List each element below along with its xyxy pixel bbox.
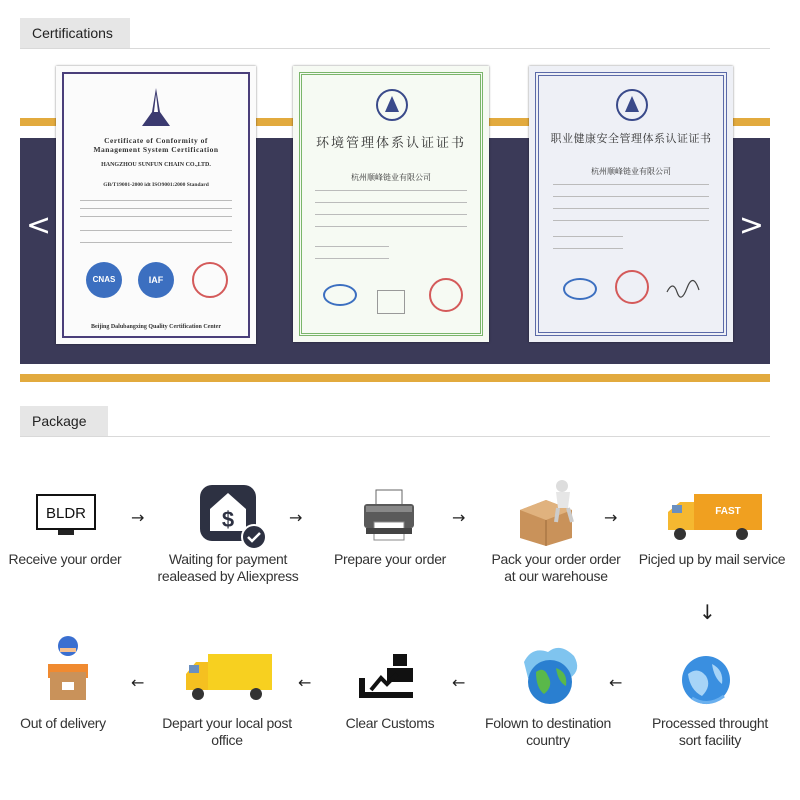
step-label: Clear Customs <box>345 715 435 731</box>
package-header <box>20 406 770 437</box>
step-label: Pack your order order at our warehouse <box>491 551 621 584</box>
tower-logo-icon <box>138 86 174 130</box>
cert1-title-line2: Management System Certification <box>93 145 219 154</box>
yellow-truck-icon <box>184 652 274 702</box>
cnas-seal-icon <box>323 284 357 306</box>
cnas-seal-icon <box>563 278 597 300</box>
certification-logo-icon <box>615 88 649 122</box>
cert1-issuer: Beijing Dalubangxing Quality Certification Center <box>91 324 221 330</box>
cert1-title-line1: Certificate of Conformity of <box>104 136 208 145</box>
gold-stripe-bottom <box>20 374 770 382</box>
courier-box-icon <box>40 634 96 706</box>
cnas-seal-icon: CNAS <box>86 262 122 298</box>
certificate-occupational-health[interactable] <box>529 66 733 342</box>
step-pack-order <box>486 551 626 585</box>
step-clear-customs <box>330 715 450 732</box>
cert1-company: HANGZHOU SUNFUN CHAIN CO.,LTD. <box>101 162 211 168</box>
certification-logo-icon <box>375 88 409 122</box>
red-stamp-icon <box>615 270 649 304</box>
certificate-iso9001[interactable] <box>56 66 256 344</box>
arrow-left-icon: ← <box>131 673 145 692</box>
delivery-truck-icon <box>666 490 764 542</box>
arrow-left-icon: ← <box>609 673 623 692</box>
truck-fast-text: FAST <box>715 506 741 517</box>
step-out-of-delivery <box>8 715 118 732</box>
cert2-company: 杭州顺峰链业有限公司 <box>351 173 431 182</box>
step-label: Picjed up by mail service <box>638 551 786 567</box>
step-label: Prepare your order <box>333 551 447 567</box>
certificate-environmental[interactable] <box>293 66 489 342</box>
step-label: Folown to destination country <box>484 715 611 748</box>
printer-icon <box>362 488 416 544</box>
certifications-carousel <box>20 58 770 388</box>
arrow-right-icon: → <box>604 508 618 527</box>
customs-icon <box>357 652 415 702</box>
step-label: Depart your local post office <box>162 715 292 748</box>
arrow-right-icon: → <box>452 508 466 527</box>
globe-splash-icon <box>518 642 582 708</box>
carousel-prev-button[interactable]: < <box>26 208 52 243</box>
step-label: Out of delivery <box>20 715 106 731</box>
arrow-left-icon: ← <box>452 673 466 692</box>
cert2-title: 环境管理体系认证证书 <box>315 136 466 151</box>
arrow-right-icon: → <box>131 508 145 527</box>
arrow-right-icon: → <box>289 508 303 527</box>
step-label: Waiting for payment realeased by Aliexpress <box>157 551 299 584</box>
qr-code-icon <box>377 290 405 314</box>
payment-icon <box>196 483 268 551</box>
blue-globe-icon <box>678 652 734 708</box>
step-flown-destination <box>478 715 618 749</box>
bldr-text: BLDR <box>45 505 87 522</box>
package-icon <box>516 478 588 548</box>
step-sort-facility <box>640 715 780 749</box>
cert3-title: 职业健康安全管理体系认证证书 <box>550 132 712 145</box>
iaf-seal-icon: IAF <box>138 262 174 298</box>
certifications-header <box>20 18 770 49</box>
step-prepare-order <box>330 551 450 568</box>
cert3-company: 杭州顺峰链业有限公司 <box>591 167 671 176</box>
step-depart-post-office <box>160 715 294 749</box>
signature-icon <box>665 278 705 298</box>
arrow-down-icon: ↓ <box>699 600 716 624</box>
step-receive-order <box>6 551 124 568</box>
step-picked-up <box>634 551 790 568</box>
step-label: Processed throught sort facility <box>651 715 768 748</box>
package-tab: Package <box>20 406 108 436</box>
carousel-next-button[interactable]: > <box>738 208 764 243</box>
red-stamp-icon <box>429 278 463 312</box>
cert1-standard: GB/T19001-2000 idt ISO9001:2000 Standard <box>103 182 209 188</box>
step-label: Receive your order <box>8 551 122 567</box>
bldr-monitor-icon <box>36 494 96 536</box>
svg-text:$: $ <box>221 507 235 532</box>
step-waiting-payment <box>150 551 306 585</box>
arrow-left-icon: ← <box>298 673 312 692</box>
red-stamp-icon <box>192 262 228 298</box>
certifications-tab: Certifications <box>20 18 130 48</box>
